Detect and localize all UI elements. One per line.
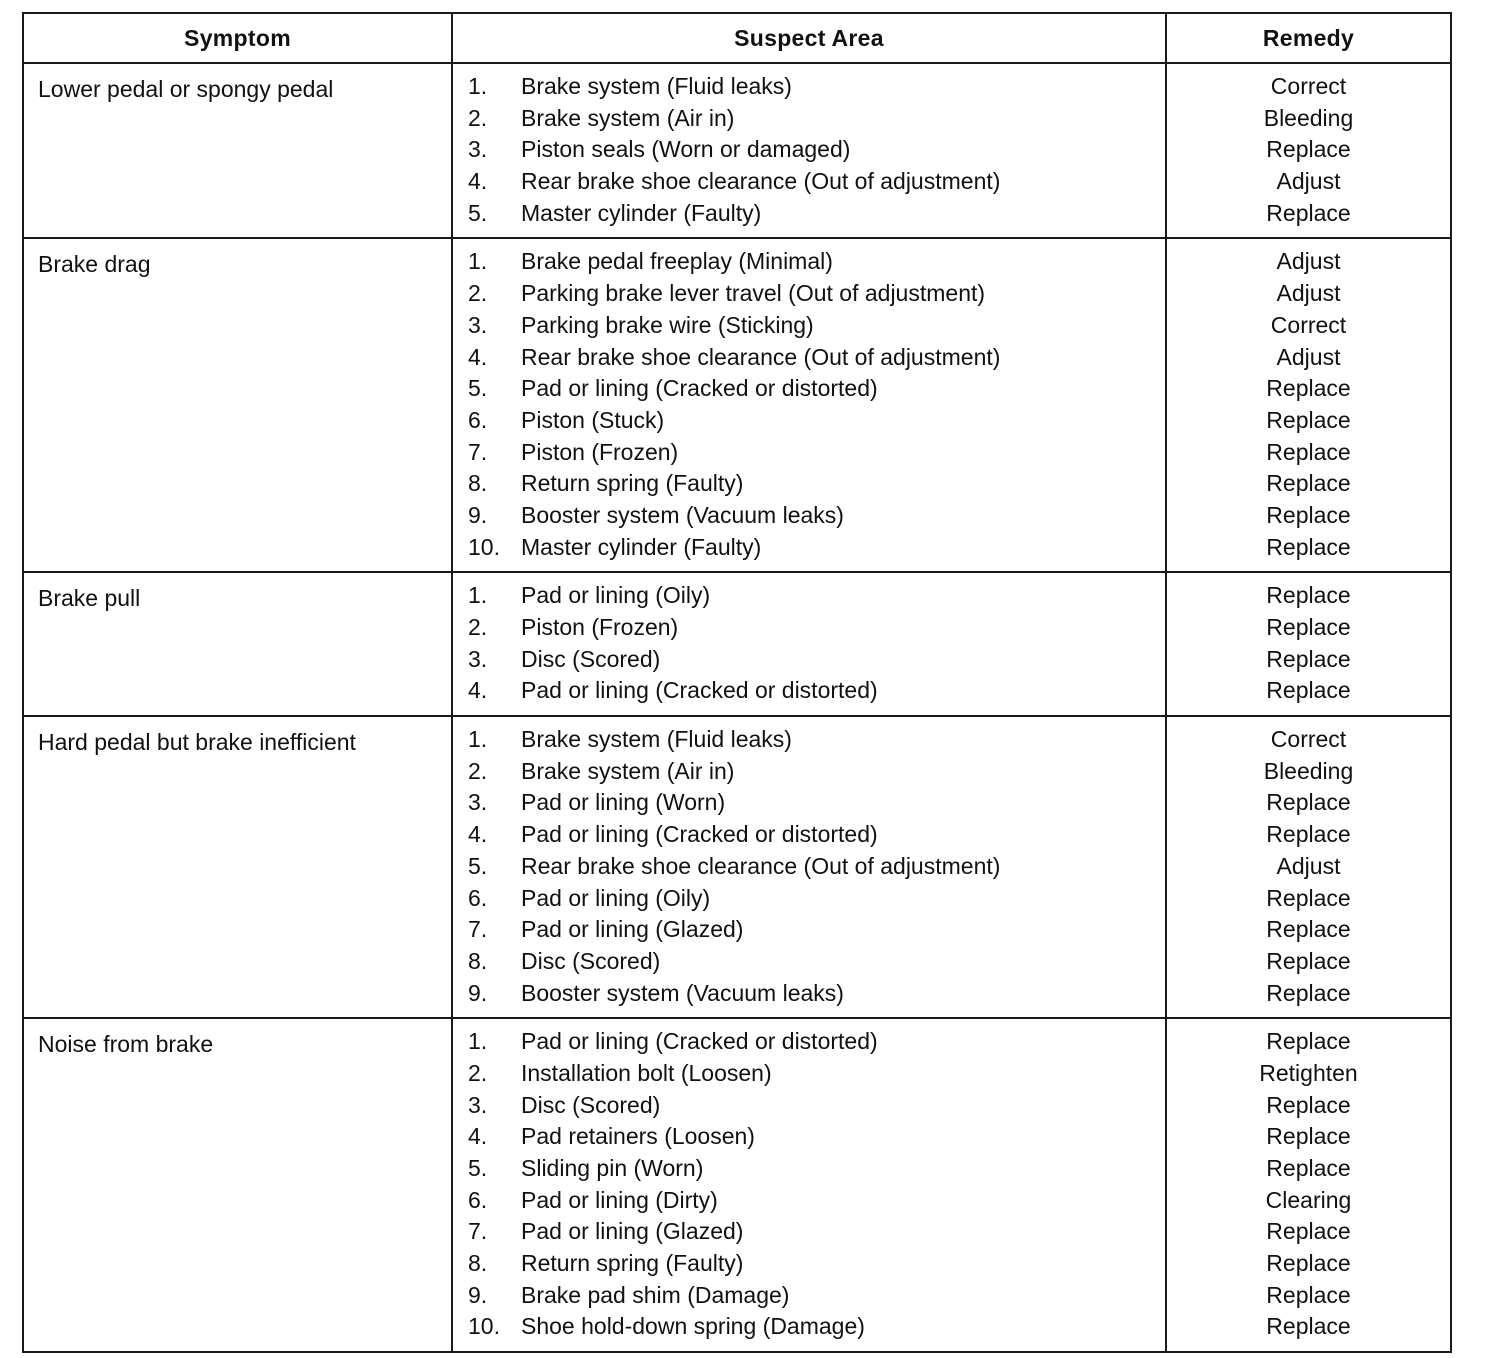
item-number: 5. bbox=[468, 852, 488, 879]
suspect-area-item bbox=[453, 883, 1165, 915]
remedy-text: Replace bbox=[1266, 1155, 1351, 1181]
remedy-text: Replace bbox=[1266, 1123, 1351, 1150]
item-area-text: Rear brake shoe clearance (Out of adjustment) bbox=[521, 343, 1001, 370]
remedy-text: Replace bbox=[1266, 1218, 1351, 1245]
item-area-text: Master cylinder (Faulty) bbox=[521, 533, 762, 560]
item-area-text: Pad retainers (Loosen) bbox=[521, 1123, 755, 1150]
remedy-cell bbox=[1167, 239, 1450, 571]
item-number: 10. bbox=[468, 533, 500, 560]
remedy-text: Bleeding bbox=[1263, 757, 1354, 784]
suspect-area-item bbox=[453, 1216, 1165, 1248]
suspect-area-item bbox=[453, 612, 1165, 644]
item-area-text: Parking brake lever travel (Out of adjustment) bbox=[521, 280, 986, 307]
remedy-cell bbox=[1167, 1019, 1450, 1351]
suspect-area-item bbox=[453, 246, 1165, 278]
suspect-area-cell bbox=[453, 1019, 1167, 1351]
item-number: 3. bbox=[468, 136, 488, 163]
item-number: 8. bbox=[468, 1250, 488, 1277]
remedy-text: Bleeding bbox=[1263, 104, 1354, 131]
remedy-text: Adjust bbox=[1276, 852, 1341, 879]
item-number: 2. bbox=[468, 757, 488, 784]
suspect-area-item bbox=[453, 342, 1165, 374]
suspect-area-item bbox=[453, 946, 1165, 978]
remedy-cell bbox=[1167, 573, 1450, 715]
remedy-text: Replace bbox=[1266, 501, 1351, 528]
item-number: 9. bbox=[468, 501, 488, 528]
item-area-text: Brake system (Fluid leaks) bbox=[521, 73, 792, 99]
item-number: 8. bbox=[468, 470, 488, 497]
item-number: 6. bbox=[468, 406, 488, 433]
remedy-text: Adjust bbox=[1276, 168, 1341, 195]
item-area-text: Master cylinder (Faulty) bbox=[521, 199, 762, 226]
item-number: 7. bbox=[468, 1218, 488, 1245]
suspect-area-item bbox=[453, 724, 1165, 756]
remedy-text: Replace bbox=[1266, 199, 1351, 226]
item-number: 4. bbox=[468, 343, 488, 370]
remedy-text: Correct bbox=[1270, 726, 1347, 753]
suspect-area-item bbox=[453, 675, 1165, 707]
suspect-area-item bbox=[453, 103, 1165, 135]
item-area-text: Return spring (Faulty) bbox=[521, 470, 744, 497]
item-number: 3. bbox=[468, 1091, 488, 1118]
remedy-text: Correct bbox=[1270, 73, 1347, 99]
item-number: 2. bbox=[468, 1059, 488, 1086]
item-area-text: Disc (Scored) bbox=[521, 645, 661, 672]
item-number: 3. bbox=[468, 789, 488, 816]
suspect-area-item bbox=[453, 1280, 1165, 1312]
table-body bbox=[24, 62, 1450, 1351]
item-area-text: Brake pad shim (Damage) bbox=[521, 1281, 790, 1308]
remedy-text: Replace bbox=[1266, 979, 1351, 1006]
suspect-area-item bbox=[453, 468, 1165, 500]
suspect-area-item bbox=[453, 1121, 1165, 1153]
item-area-text: Rear brake shoe clearance (Out of adjustment) bbox=[521, 852, 1001, 879]
remedy-text: Replace bbox=[1266, 470, 1351, 497]
symptom-cell: Brake drag bbox=[24, 239, 453, 571]
item-area-text: Brake system (Fluid leaks) bbox=[521, 726, 792, 753]
suspect-area-item bbox=[453, 978, 1165, 1010]
suspect-area-cell bbox=[453, 239, 1167, 571]
item-number: 9. bbox=[468, 1281, 488, 1308]
item-area-text: Rear brake shoe clearance (Out of adjustment) bbox=[521, 168, 1001, 195]
item-number: 4. bbox=[468, 677, 488, 704]
item-number: 10. bbox=[468, 1313, 500, 1340]
suspect-area-item bbox=[453, 756, 1165, 788]
remedy-text: Replace bbox=[1266, 1091, 1351, 1118]
suspect-area-cell bbox=[453, 573, 1167, 715]
remedy-text: Replace bbox=[1266, 645, 1351, 672]
remedy-text: Replace bbox=[1266, 1028, 1351, 1055]
item-area-text: Booster system (Vacuum leaks) bbox=[521, 501, 844, 528]
symptom-cell: Noise from brake bbox=[24, 1019, 453, 1351]
item-number: 4. bbox=[468, 168, 488, 195]
remedy-text: Retighten bbox=[1259, 1059, 1358, 1086]
header-suspect-area: Suspect Area bbox=[453, 14, 1167, 62]
item-number: 2. bbox=[468, 614, 488, 640]
item-area-text: Brake pedal freeplay (Minimal) bbox=[521, 248, 833, 275]
suspect-area-item bbox=[453, 278, 1165, 310]
item-number: 9. bbox=[468, 979, 488, 1006]
suspect-area-item bbox=[453, 644, 1165, 676]
remedy-text: Replace bbox=[1266, 533, 1351, 560]
remedy-text: Replace bbox=[1266, 789, 1351, 816]
remedy-text: Clearing bbox=[1265, 1186, 1352, 1213]
item-number: 3. bbox=[468, 645, 488, 672]
item-number: 4. bbox=[468, 1123, 488, 1150]
suspect-area-item bbox=[453, 1058, 1165, 1090]
suspect-area-item bbox=[453, 166, 1165, 198]
header-remedy: Remedy bbox=[1262, 25, 1355, 51]
suspect-area-item bbox=[453, 134, 1165, 166]
item-number: 5. bbox=[468, 1155, 488, 1181]
item-area-text: Piston (Stuck) bbox=[521, 406, 665, 433]
item-number: 1. bbox=[468, 73, 488, 99]
item-area-text: Brake system (Air in) bbox=[521, 104, 735, 131]
suspect-area-item bbox=[453, 405, 1165, 437]
remedy-text: Replace bbox=[1266, 1250, 1351, 1277]
suspect-area-item bbox=[453, 851, 1165, 883]
item-number: 2. bbox=[468, 280, 488, 307]
suspect-area-item bbox=[453, 532, 1165, 564]
remedy-cell bbox=[1167, 64, 1450, 237]
item-area-text: Piston (Frozen) bbox=[521, 438, 679, 465]
item-area-text: Piston (Frozen) bbox=[521, 614, 679, 640]
item-area-text: Pad or lining (Worn) bbox=[521, 789, 726, 816]
suspect-area-item bbox=[453, 198, 1165, 230]
item-area-text: Brake system (Air in) bbox=[521, 757, 735, 784]
suspect-area-item bbox=[453, 819, 1165, 851]
item-number: 1. bbox=[468, 582, 488, 609]
remedy-text: Replace bbox=[1266, 916, 1351, 943]
table-header-row bbox=[24, 14, 1450, 62]
item-area-text: Piston seals (Worn or damaged) bbox=[521, 136, 851, 163]
item-number: 1. bbox=[468, 1028, 488, 1055]
remedy-text: Adjust bbox=[1276, 248, 1341, 275]
item-number: 1. bbox=[468, 248, 488, 275]
remedy-text: Replace bbox=[1266, 821, 1351, 848]
item-number: 8. bbox=[468, 947, 488, 974]
item-area-text: Pad or lining (Cracked or distorted) bbox=[521, 677, 878, 704]
item-number: 1. bbox=[468, 726, 488, 753]
item-number: 6. bbox=[468, 884, 488, 911]
item-area-text: Pad or lining (Oily) bbox=[521, 582, 711, 609]
item-area-text: Return spring (Faulty) bbox=[521, 1250, 744, 1277]
table-row bbox=[24, 571, 1450, 715]
suspect-area-item bbox=[453, 1026, 1165, 1058]
item-area-text: Pad or lining (Dirty) bbox=[521, 1186, 718, 1213]
header-symptom: Symptom bbox=[24, 14, 453, 62]
remedy-text: Replace bbox=[1266, 1313, 1351, 1340]
troubleshooting-table bbox=[22, 12, 1452, 1353]
item-area-text: Disc (Scored) bbox=[521, 1091, 661, 1118]
item-area-text: Booster system (Vacuum leaks) bbox=[521, 979, 844, 1006]
item-number: 2. bbox=[468, 104, 488, 131]
item-number: 3. bbox=[468, 311, 488, 338]
suspect-area-item bbox=[453, 1090, 1165, 1122]
remedy-text: Replace bbox=[1266, 947, 1351, 974]
suspect-area-item bbox=[453, 787, 1165, 819]
suspect-area-item bbox=[453, 1248, 1165, 1280]
suspect-area-item bbox=[453, 373, 1165, 405]
suspect-area-cell bbox=[453, 64, 1167, 237]
remedy-text: Replace bbox=[1266, 1281, 1351, 1308]
remedy-text: Replace bbox=[1266, 406, 1351, 433]
table-row bbox=[24, 237, 1450, 571]
remedy-text: Replace bbox=[1266, 438, 1351, 465]
remedy-text: Replace bbox=[1266, 375, 1351, 402]
remedy-text: Replace bbox=[1266, 136, 1351, 163]
item-area-text: Pad or lining (Oily) bbox=[521, 884, 711, 911]
suspect-area-item bbox=[453, 71, 1165, 103]
remedy-text: Correct bbox=[1270, 311, 1347, 338]
remedy-text: Replace bbox=[1266, 582, 1351, 609]
table-row bbox=[24, 715, 1450, 1017]
remedy-text: Replace bbox=[1266, 614, 1351, 640]
remedy-text: Adjust bbox=[1276, 280, 1341, 307]
remedy-cell bbox=[1167, 717, 1450, 1017]
suspect-area-item bbox=[453, 310, 1165, 342]
symptom-cell: Hard pedal but brake inefficient bbox=[24, 717, 453, 1017]
item-number: 5. bbox=[468, 199, 488, 226]
suspect-area-cell bbox=[453, 717, 1167, 1017]
item-area-text: Installation bolt (Loosen) bbox=[521, 1059, 772, 1086]
item-area-text: Sliding pin (Worn) bbox=[521, 1155, 704, 1181]
remedy-text: Adjust bbox=[1276, 343, 1341, 370]
item-number: 5. bbox=[468, 375, 488, 402]
item-area-text: Pad or lining (Cracked or distorted) bbox=[521, 821, 878, 848]
item-number: 7. bbox=[468, 916, 488, 943]
suspect-area-item bbox=[453, 437, 1165, 469]
table-row bbox=[24, 1017, 1450, 1351]
suspect-area-item bbox=[453, 1185, 1165, 1217]
item-area-text: Pad or lining (Glazed) bbox=[521, 1218, 744, 1245]
remedy-text: Replace bbox=[1266, 884, 1351, 911]
item-area-text: Pad or lining (Cracked or distorted) bbox=[521, 1028, 878, 1055]
suspect-area-item bbox=[453, 914, 1165, 946]
item-number: 4. bbox=[468, 821, 488, 848]
suspect-area-item bbox=[453, 1311, 1165, 1343]
item-area-text: Pad or lining (Cracked or distorted) bbox=[521, 375, 878, 402]
suspect-area-item bbox=[453, 500, 1165, 532]
item-area-text: Pad or lining (Glazed) bbox=[521, 916, 744, 943]
suspect-area-item bbox=[453, 1153, 1165, 1185]
remedy-text: Replace bbox=[1266, 677, 1351, 704]
suspect-area-item bbox=[453, 580, 1165, 612]
item-number: 7. bbox=[468, 438, 488, 465]
table-row bbox=[24, 62, 1450, 237]
item-area-text: Shoe hold-down spring (Damage) bbox=[521, 1313, 865, 1340]
symptom-cell: Brake pull bbox=[24, 573, 453, 715]
symptom-cell: Lower pedal or spongy pedal bbox=[24, 64, 453, 237]
item-area-text: Disc (Scored) bbox=[521, 947, 661, 974]
item-area-text: Parking brake wire (Sticking) bbox=[521, 311, 814, 338]
item-number: 6. bbox=[468, 1186, 488, 1213]
